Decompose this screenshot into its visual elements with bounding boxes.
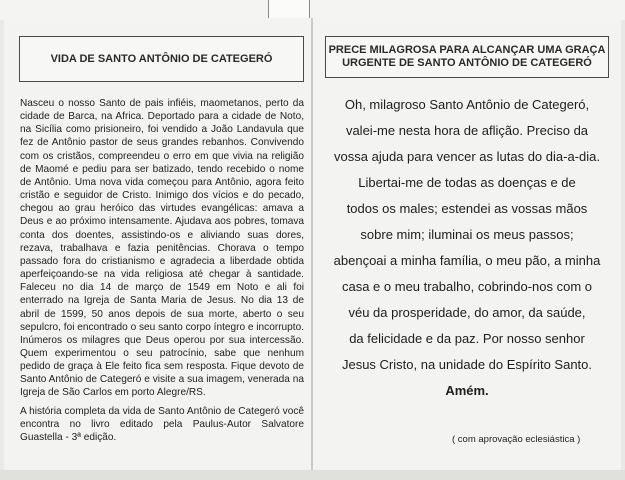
- prayer-section: [324, 92, 610, 404]
- prayer-line: abençoai a minha família, o meu pão, a minha: [333, 253, 601, 268]
- approval-note: ( com aprovação eclesiástica ): [452, 434, 581, 445]
- prayer-title-box: [325, 36, 609, 78]
- prayer-line: Jesus Cristo, na unidade do Espírito Santo.: [341, 357, 593, 372]
- biography-text: Nasceu o nosso Santo de pais infiéis, maometanos, perto da cidade de Barca, na Africa. Deportado para a cidade de Noto, na Sicília como prisioneiro, foi vendido a João Landavula que fez de Antônio pastor de seus grandes rebanhos. Convivendo com os cristãos, compreendeu o erro em que vivia na religião de Maomé e pediu para ser batizado, tendo recebido o nome de Antônio. Uma nova vida começou para Antônio, agora feito cristão e seguidor de Cristo. Inimigo dos vícios e do pecado, chegou ao grau heróico das virtudes evangélicas: amava a Deus e ao próximo intensamente. Ajudava aos pobres, tomava conta dos doentes, assistindo-os e aliviando suas dores, rezava, trabalhava e fazia penitências. Chorava o tempo passado fora do cristianismo e agradecia a liberdade obtida aperfeiçoando-se na vida religiosa até chegar à santidade. Faleceu no dia 14 de março de 1549 em Noto e ali foi enterrado na Igreja de Santa Maria de Jesus. No dia 13 de abril de 1599, 50 anos depois de sua morte, aberto o seu sepulcro, foi encontrado o seu santo corpo íntegro e incorrupto. Inúmeros os milagres que Deus operou por sua intercessão. Quem experimentou o seu patrocínio, sabe que nenhum pedido de graça à Ele feito fica sem resposta. Fique devoto de Santo Antônio de Categeró e visite a sua imagem, venerada na Igreja de São Carlos em porto Alegre/RS.: [20, 98, 304, 399]
- biography-title: VIDA DE SANTO ANTÔNIO DE CATEGERÓ: [50, 52, 273, 65]
- prayer-line: sobre mim; iluminai os meus passos;: [360, 227, 574, 242]
- prayer-line: vossa ajuda para vencer as lutas do dia-a-dia.: [334, 149, 600, 164]
- paper-tab: [268, 0, 310, 20]
- bottom-edge: [0, 470, 625, 480]
- prayer-line: Libertai-me de todas as doenças e de: [358, 175, 576, 190]
- prayer-line: casa e o meu trabalho, cobrindo-nos com o: [341, 279, 593, 294]
- book-reference: A história completa da vida de Santo Antônio de Categeró você encontra no livro editado pela Paulus-Autor Salvatore Guastella - 3ª edição.: [20, 405, 304, 443]
- top-strip: [0, 0, 625, 20]
- prayer-line: Oh, milagroso Santo Antônio de Categeró,: [344, 97, 590, 112]
- fold-line: [311, 18, 313, 480]
- prayer-line: valei-me nesta hora de aflição. Preciso da: [345, 123, 589, 138]
- prayer-line: da felicidade e da paz. Por nosso senhor: [349, 331, 585, 346]
- prayer-amen: Amém.: [445, 383, 489, 398]
- prayer-title-line-2: URGENTE DE SANTO ANTÔNIO DE CATEGERÓ: [342, 57, 592, 69]
- prayer-line: véu da prosperidade, do amor, da saúde,: [348, 305, 586, 320]
- prayer-title-line-1: PRECE MILAGROSA PARA ALCANÇAR UMA GRAÇA: [328, 44, 606, 56]
- prayer-line: todos os males; estendei as vossas mãos: [346, 201, 588, 216]
- biography-section: [20, 97, 304, 444]
- biography-title-box: [19, 36, 304, 82]
